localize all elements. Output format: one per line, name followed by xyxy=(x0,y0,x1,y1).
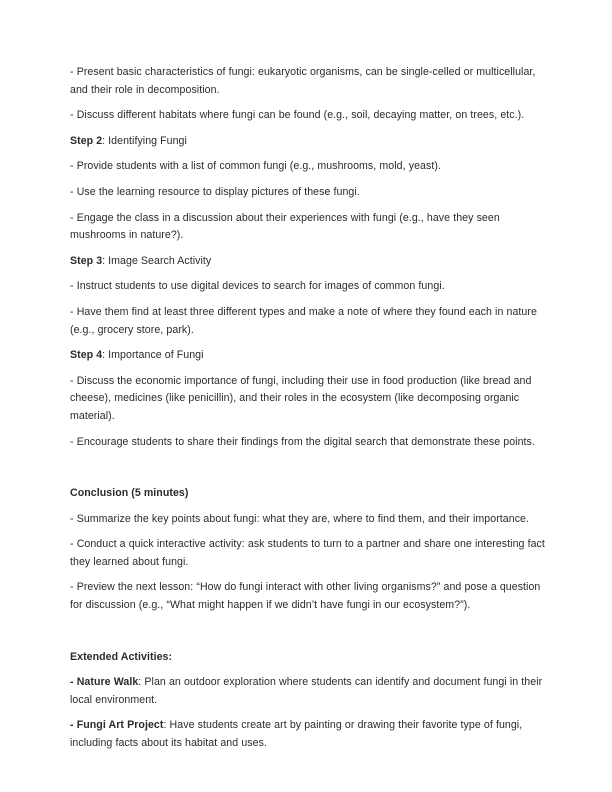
heading-step-2-label: Step 2 xyxy=(70,134,103,147)
paragraph-use-learning-resource: - Use the learning resource to display pictures of these fungi. xyxy=(70,185,360,198)
paragraph-interactive-activity: - Conduct a quick interactive activity: ask students to turn to a partner and share one interesting fact they learned about fungi. xyxy=(70,538,545,568)
section-spacer-conclusion xyxy=(70,459,546,485)
paragraph-summarize-key-points: - Summarize the key points about fungi: what they are, where to find them, and their importance. xyxy=(70,512,530,525)
paragraph-present-characteristics: - Present basic characteristics of fungi: eukaryotic organisms, can be single-celled or multicellular, and their role in decomposition. xyxy=(70,66,536,96)
paragraph-economic-importance: - Discuss the economic importance of fungi, including their use in food production (like bread and cheese), medicines (like penicillin), and their roles in the ecosystem (like decomposing organic material). xyxy=(70,374,532,422)
paragraph-fungi-art-project-label: - Fungi Art Project xyxy=(70,719,164,732)
heading-conclusion-label: Conclusion (5 minutes) xyxy=(70,487,189,500)
document-body xyxy=(70,64,546,753)
heading-extended-activities-label: Extended Activities: xyxy=(70,650,173,663)
paragraph-engage-class: - Engage the class in a discussion about their experiences with fungi (e.g., have they seen mushrooms in nature?). xyxy=(70,211,500,242)
paragraph-provide-list: - Provide students with a list of common fungi (e.g., mushrooms, mold, yeast). xyxy=(70,160,441,173)
paragraph-nature-walk xyxy=(70,674,546,709)
paragraph-fungi-art-project-text: : Have students create art by painting or drawing their favorite type of fungi, including facts about its habitat and uses. xyxy=(70,719,523,750)
paragraph-encourage-share: - Encourage students to share their findings from the digital search that demonstrate these points. xyxy=(70,435,535,448)
paragraph-fungi-art-project xyxy=(70,717,546,752)
heading-step-3-label: Step 3 xyxy=(70,254,103,267)
paragraph-preview-next-lesson: - Preview the next lesson: “How do fungi interact with other living organisms?” and pose a question for discussion (e.g., “What might happen if we didn’t have fungi in our ecosystem?”). xyxy=(70,581,541,612)
paragraph-discuss-habitats: - Discuss different habitats where fungi can be found (e.g., soil, decaying matter, on trees, etc.). xyxy=(70,109,525,122)
heading-step-3-title: : Image Search Activity xyxy=(102,254,212,267)
paragraph-nature-walk-label: - Nature Walk xyxy=(70,676,139,689)
heading-step-2-title: : Identifying Fungi xyxy=(102,134,187,147)
paragraph-have-them-find: - Have them find at least three different types and make a note of where they found each in nature (e.g., grocery store, park). xyxy=(70,305,537,336)
heading-step-4-label: Step 4 xyxy=(70,349,103,362)
heading-step-3 xyxy=(70,253,546,271)
section-spacer-extended-activities xyxy=(70,623,546,649)
paragraph-instruct-students: - Instruct students to use digital devices to search for images of common fungi. xyxy=(70,280,445,293)
heading-step-4 xyxy=(70,347,546,365)
heading-step-4-title: : Importance of Fungi xyxy=(102,349,204,362)
paragraph-nature-walk-text: : Plan an outdoor exploration where students can identify and document fungi in their local environment. xyxy=(70,676,543,706)
heading-step-2 xyxy=(70,133,546,151)
heading-extended-activities xyxy=(70,649,546,667)
heading-conclusion xyxy=(70,485,546,503)
